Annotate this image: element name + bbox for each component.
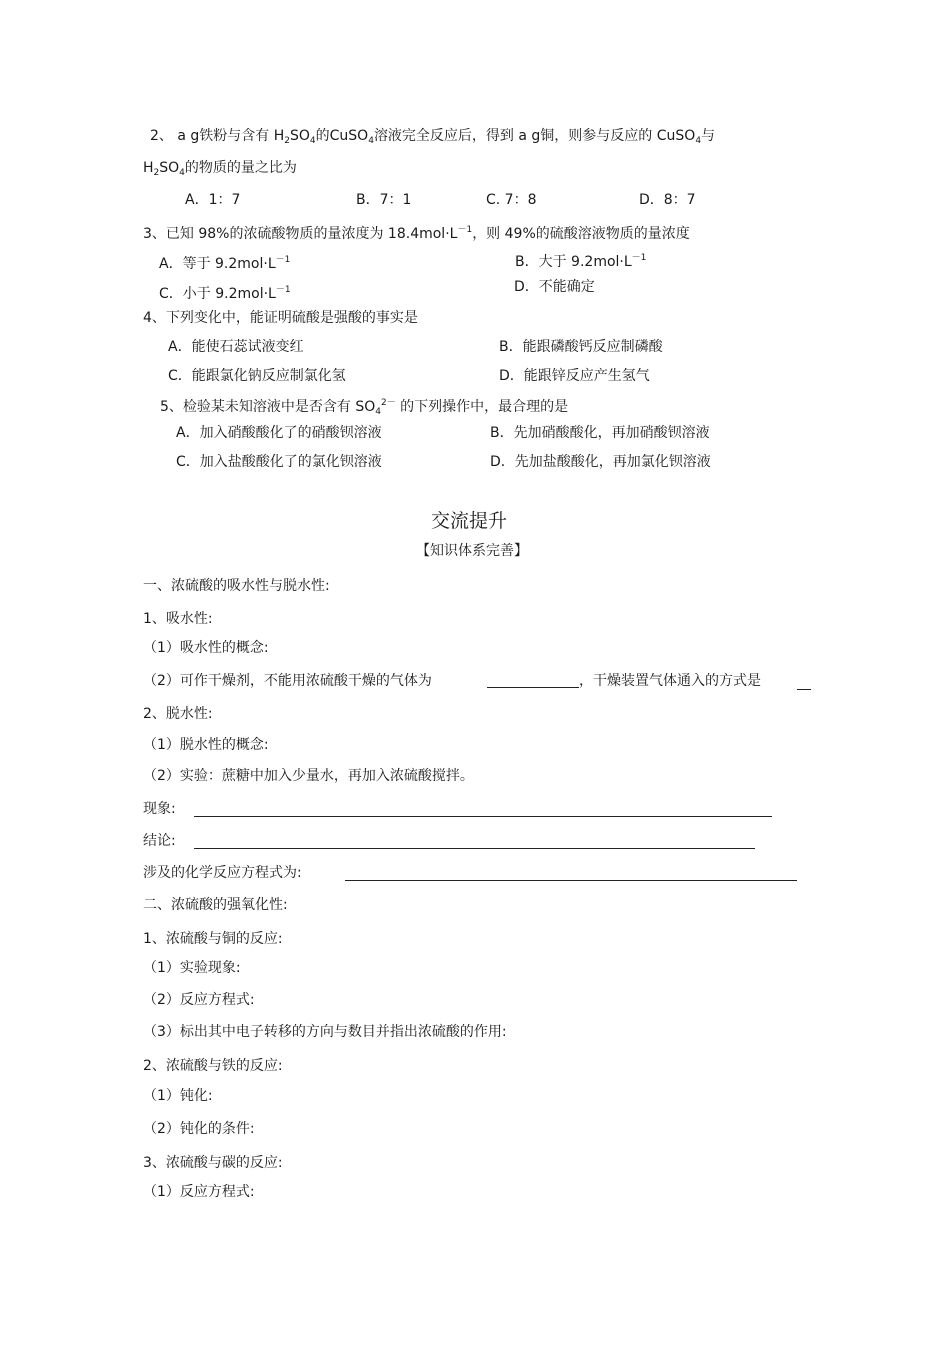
q4-option-a: A．能使石蕊试液变红 <box>168 339 304 355</box>
part1-s1-2-b: ，干燥装置气体通入的方式是 <box>579 673 761 689</box>
answer-blank-method[interactable] <box>797 689 811 690</box>
part2-s2-2: （2）钝化的条件: <box>143 1121 255 1137</box>
part2-s3: 3、浓硫酸与碳的反应: <box>143 1155 283 1171</box>
part2-heading: 二、浓硫酸的强氧化性: <box>143 897 288 913</box>
equation-label: 涉及的化学反应方程式为: <box>143 865 302 881</box>
answer-blank-conclusion[interactable] <box>194 848 755 849</box>
q3-option-d: D．不能确定 <box>514 279 595 295</box>
part2-s1-1: （1）实验现象: <box>143 960 241 976</box>
q5-option-c: C．加入盐酸酸化了的氯化钡溶液 <box>176 454 382 470</box>
q3-option-a: A．等于 $9.2mol\cdot L^{-1}$ <box>159 255 291 272</box>
conclusion-label: 结论: <box>143 833 176 849</box>
q2-stem-line1: 2、 a g铁粉与含有 $H_2SO_4$的CuSO$_4$溶液完全反应后，得到 a g铜，则参与反应的 CuSO$_4$与 <box>150 128 716 146</box>
q2-stem-line2: $H_2SO_4$的物质的量之比为 <box>143 160 297 178</box>
part1-heading: 一、浓硫酸的吸水性与脱水性: <box>143 578 330 594</box>
q5-option-b: B．先加硝酸酸化，再加硝酸钡溶液 <box>490 425 710 441</box>
q4-option-d: D．能跟锌反应产生氢气 <box>499 368 650 384</box>
answer-blank-phenomenon[interactable] <box>194 816 772 817</box>
part1-s2-1: （1）脱水性的概念: <box>143 737 269 753</box>
q3-option-b: B．大于 $9.2mol\cdot L^{-1}$ <box>515 253 647 270</box>
part2-s2: 2、浓硫酸与铁的反应: <box>143 1058 283 1074</box>
q2-option-c: C. 7：8 <box>486 192 537 208</box>
q3-stem: 3、已知 98%的浓硫酸物质的量浓度为 $18.4mol\cdot L^{-1}$，则 49%的硫酸溶液物质的量浓度 <box>143 225 690 242</box>
section-title: 交流提升 <box>431 510 508 532</box>
answer-blank-gas[interactable] <box>487 687 579 688</box>
part2-s3-1: （1）反应方程式: <box>143 1184 255 1200</box>
section-subtitle: 【知识体系完善】 <box>416 543 528 559</box>
part1-s1: 1、吸水性: <box>143 611 213 627</box>
q5-stem: 5、检验某未知溶液中是否含有 $SO_4^{2-}$ 的下列操作中，最合理的是 <box>160 398 569 417</box>
q2-option-d: D．8：7 <box>639 192 696 208</box>
part2-s1-3: （3）标出其中电子转移的方向与数目并指出浓硫酸的作用: <box>143 1024 507 1040</box>
q2-option-b: B．7：1 <box>356 192 412 208</box>
part1-s2-2: （2）实验：蔗糖中加入少量水，再加入浓硫酸搅拌。 <box>143 768 474 784</box>
part2-s1-2: （2）反应方程式: <box>143 992 255 1008</box>
part2-s1: 1、浓硫酸与铜的反应: <box>143 931 283 947</box>
q5-option-a: A．加入硝酸酸化了的硝酸钡溶液 <box>176 425 382 441</box>
part2-s2-1: （1）钝化: <box>143 1088 213 1104</box>
q3-option-c: C．小于 $9.2mol\cdot L^{-1}$ <box>159 285 291 302</box>
part1-s1-2-a: （2）可作干燥剂，不能用浓硫酸干燥的气体为 <box>143 673 432 689</box>
part1-s2: 2、脱水性: <box>143 706 213 722</box>
q5-option-d: D．先加盐酸酸化，再加氯化钡溶液 <box>490 454 711 470</box>
q4-option-c: C．能跟氯化钠反应制氯化氢 <box>168 368 346 384</box>
part1-s1-1: （1）吸水性的概念: <box>143 640 269 656</box>
q4-stem: 4、下列变化中，能证明硫酸是强酸的事实是 <box>143 310 418 326</box>
q4-option-b: B．能跟磷酸钙反应制磷酸 <box>499 339 663 355</box>
answer-blank-equation[interactable] <box>345 880 797 881</box>
q2-option-a: A．1：7 <box>185 192 241 208</box>
phenomenon-label: 现象: <box>143 801 176 817</box>
